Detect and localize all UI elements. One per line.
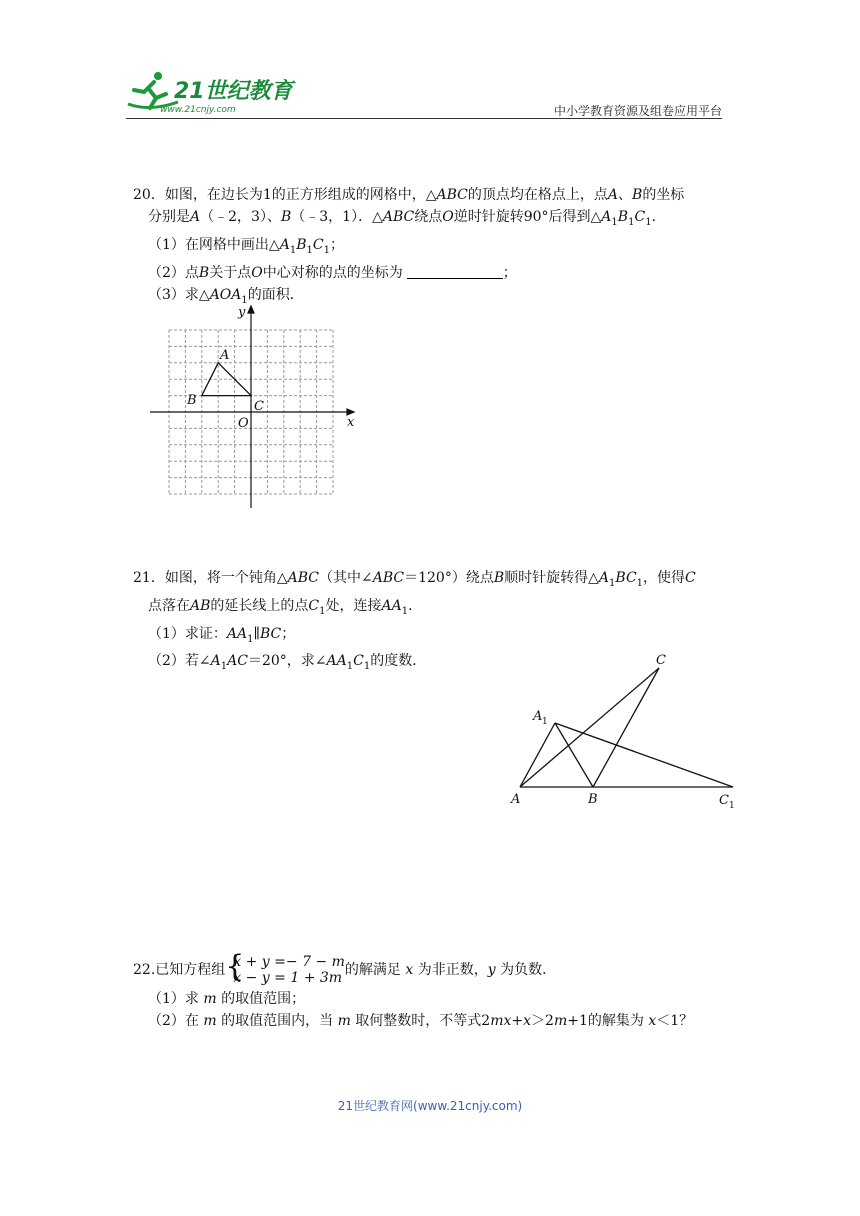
q21-line1: 21．如图，将一个钝角△ABC（其中∠ABC＝120°）绕点B顺时针旋转得$\triangle A_1BC_1$，使得C xyxy=(133,570,696,589)
q20-part3: （3）求$\triangle AOA_1$的面积． xyxy=(148,286,304,306)
label-o: O xyxy=(238,416,249,431)
label-a1-subscript: 1 xyxy=(542,717,548,727)
label-c1-subscript: 1 xyxy=(729,801,735,811)
q20-part2: （2）点B关于点O中心对称的点的坐标为 ； xyxy=(148,264,517,281)
runner-icon xyxy=(128,72,178,108)
header-divider xyxy=(126,118,722,119)
label-c: C xyxy=(254,399,264,414)
segment-a1-c1 xyxy=(555,723,733,787)
footer-link[interactable]: 21世纪教育网(www.21cnjy.com) xyxy=(337,1099,523,1113)
logo-url: www.21cnjy.com xyxy=(160,105,236,115)
label-a1: A xyxy=(533,709,543,724)
label-b: B xyxy=(187,393,197,408)
segment-a-c xyxy=(520,668,659,787)
label-c: C xyxy=(656,653,666,668)
label-c1: C xyxy=(719,793,729,808)
platform-name: 中小学教育资源及组卷应用平台 xyxy=(553,104,722,118)
logo-text: 21世纪教育 xyxy=(174,79,293,104)
q20-line1: 20．如图，在边长为1的正方形组成的网格中，△ABC的顶点均在格点上，点A、B的坐标 xyxy=(133,187,685,203)
q20-grid-figure xyxy=(148,300,360,512)
q20-line2: 分别是A（﹣2，3）、B（﹣3，1）．△ABC绕点O逆时针旋转90°后得到$\triangle A_1B_1C_1$． xyxy=(148,209,666,228)
equation-system: { x + y =− 7 − m x − y = 1 + 3m xyxy=(225,949,345,986)
site-logo xyxy=(120,68,300,116)
q21-rotation-figure xyxy=(505,650,745,815)
q20-part1: （1）在网格中画出$\triangle A_1B_1C_1$； xyxy=(148,236,344,256)
label-b: B xyxy=(588,792,598,807)
answer-blank[interactable] xyxy=(407,264,503,279)
q22-part2: （2）在 m 的取值范围内，当 m 取何整数时，不等式2mx+x＞2m+1的解集为 x＜1？ xyxy=(148,1013,694,1029)
q21-part1: （1）求证：$AA_1\parallel BC$； xyxy=(148,625,296,645)
segment-a1-b xyxy=(555,723,593,787)
label-a: A xyxy=(511,792,521,807)
q21-part2: （2）若$\angle A_1AC=20^\circ$，求$\angle AA_1C_1$的度数． xyxy=(148,653,427,673)
y-axis-arrow xyxy=(248,306,254,313)
label-a: A xyxy=(220,348,230,363)
q22-part1: （1）求 m 的取值范围； xyxy=(148,991,306,1007)
question-22 xyxy=(133,949,733,1032)
question-20 xyxy=(133,184,733,311)
x-axis-label: x xyxy=(347,415,355,430)
q22-line1: 22.已知方程组 { x + y =− 7 − m x − y = 1 + 3m 的解满足 x 为非正数，y 为负数． xyxy=(133,949,557,986)
brace-icon: { xyxy=(225,949,245,984)
q21-line2: 点落在AB的延长线上的点$C_1$处，连接$AA_1$． xyxy=(148,597,423,617)
y-axis-label: y xyxy=(238,305,246,320)
segment-b-c xyxy=(593,668,659,787)
segment-a-a1 xyxy=(520,723,555,787)
